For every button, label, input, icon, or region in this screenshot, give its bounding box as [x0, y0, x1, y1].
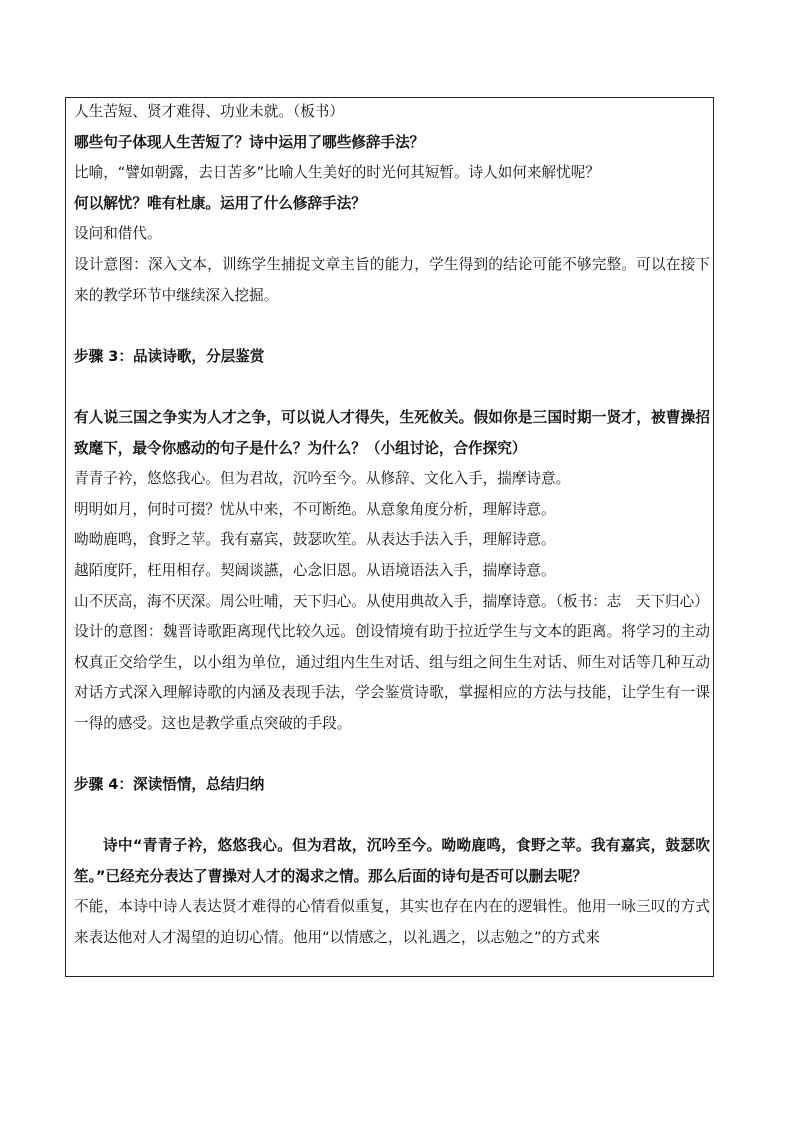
answer-paragraph: 不能，本诗中诗人表达贤才难得的心情看似重复，其实也存在内在的逻辑性。他用一咏三叹的方式来表达他对人才渴望的迫切心情。他用“以情感之，以礼遇之，以志勉之”的方式来: [74, 898, 710, 947]
answer-paragraph: 山不厌高，海不厌深。周公吐哺，天下归心。从使用典故入手，揣摩诗意。（板书：志 天下归心）: [74, 592, 709, 610]
step-3-heading: 步骤 3：品读诗歌，分层鉴赏: [74, 347, 265, 365]
question-line: 哪些句子体现人生苦短了？诗中运用了哪些修辞手法？: [74, 133, 425, 151]
step-4-heading: 步骤 4：深读悟情，总结归纳: [74, 776, 265, 794]
text-line: 人生苦短、贤才难得、功业未就。（板书）: [74, 103, 344, 120]
design-intent-paragraph: 设计意图：深入文本，训练学生捕捉文章主旨的能力，学生得到的结论可能不够完整。可以在接下来的教学环节中继续深入挖掘。: [74, 255, 710, 304]
answer-line: 明明如月，何时可掇？忧从中来，不可断绝。从意象角度分析，理解诗意。: [74, 500, 556, 518]
lesson-plan-content: [74, 97, 710, 954]
blank-line: [74, 739, 710, 770]
design-intent-paragraph: 设计的意图：魏晋诗歌距离现代比较久远。创设情境有助于拉近学生与文本的距离。将学习的主动权真正交给学生，以小组为单位，通过组内生生对话、组与组之间生生对话、师生对话等几种互动对话方式深入理解诗歌的内涵及表现手法，学会鉴赏诗歌，掌握相应的方法与技能，让学生有一课一得的感受。这也是教学重点突破的手段。: [74, 623, 710, 732]
blank-line: [74, 372, 710, 403]
text-line: 比喻，“譬如朝露，去日苦多”比喻人生美好的时光何其短暂。诗人如何来解忧呢？: [74, 164, 600, 182]
question-paragraph: 有人说三国之争实为人才之争，可以说人才得失，生死攸关。假如你是三国时期一贤才，被曹操招致麾下，最令你感动的句子是什么？为什么？（小组讨论，合作探究）: [74, 408, 710, 457]
question-paragraph: 诗中“青青子衿，悠悠我心。但为君故，沉吟至今。呦呦鹿鸣，食野之苹。我有嘉宾，鼓瑟吹笙。”已经充分表达了曹操对人才的渴求之情。那么后面的诗句是否可以删去呢？: [74, 837, 710, 885]
text-line: 设问和借代。: [74, 225, 162, 243]
answer-line: 越陌度阡，枉用相存。契阔谈讌，心念旧恩。从语境语法入手，揣摩诗意。: [74, 561, 556, 579]
answer-line: 青青子衿，悠悠我心。但为君故，沉吟至今。从修辞、文化入手，揣摩诗意。: [74, 470, 571, 488]
blank-line: [74, 801, 710, 832]
blank-line: [74, 311, 710, 342]
question-line: 何以解忧？唯有杜康。运用了什么修辞手法？: [74, 194, 366, 212]
answer-line: 呦呦鹿鸣，食野之苹。我有嘉宾，鼓瑟吹笙。从表达手法入手，理解诗意。: [74, 531, 556, 549]
